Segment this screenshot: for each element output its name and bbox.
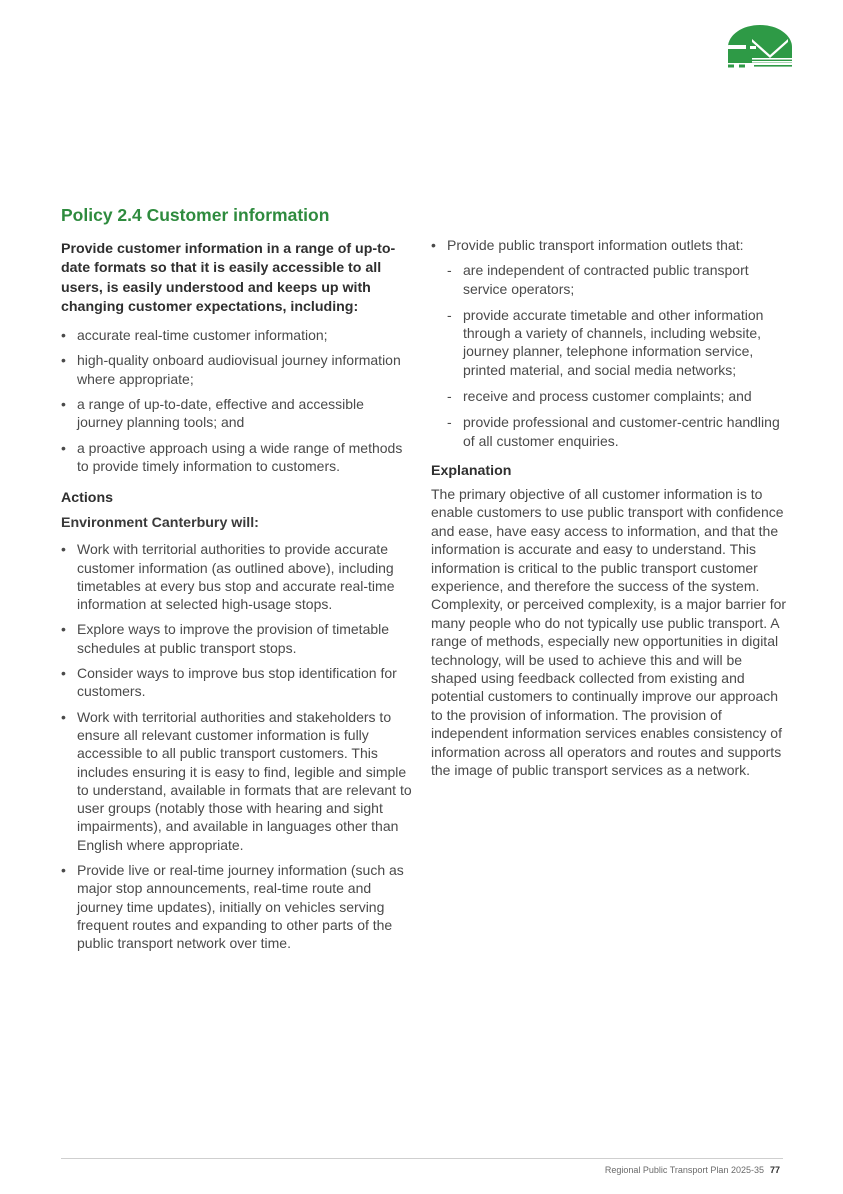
list-item: • Explore ways to improve the provision of timetable schedules at public transport stops. xyxy=(61,620,413,657)
sublist-item: - provide accurate timetable and other information through a variety of channels, including website, journey planner, telephone information service, printed material, and social media networks; xyxy=(431,306,791,379)
footer-document-title: Regional Public Transport Plan 2025-35 xyxy=(604,1165,764,1175)
list-item: • Work with territorial authorities to provide accurate customer information (as outlined above), including timetables at every bus stop and accurate real-time information at selected high-usage stops. xyxy=(61,540,413,613)
explanation-heading: Explanation xyxy=(431,462,512,479)
actions-subheading: Environment Canterbury will: xyxy=(61,515,259,532)
explanation-text: The primary objective of all customer information is to enable customers to use public transport with confidence and ease, have easy access to information, and that the information is accurate and easy to understand. This information is critical to the public transport customer experience, and therefore the success of the system. Complexity, or perceived complexity, is a major barrier for many people who do not typically use public transport. A range of methods, especially new opportunities in digital technology, will be used to achieve this and will be shaped using feedback collected from existing and potential customers to continually improve our approach to the provision of information. The provision of independent information services enables consistency of information across all operators and routes and supports the image of public transport services as a network. xyxy=(431,485,787,779)
actions-list xyxy=(61,540,413,952)
right-column xyxy=(431,236,791,779)
policy-title: Policy 2.4 Customer information xyxy=(61,205,330,225)
policy-lead: Provide customer information in a range of up-to-date formats so that it is easily accessible to all users, is easily understood and keeps up with changing customer expectations, including: xyxy=(61,241,396,315)
list-item: • Provide live or real-time journey information (such as major stop announcements, real-time route and journey time updates), initially on vehicles serving frequent routes and expanding to other parts of the public transport network over time. xyxy=(61,861,413,952)
list-item: • high-quality onboard audiovisual journey information where appropriate; xyxy=(61,351,413,388)
outlets-intro: Provide public transport information outlets that: xyxy=(447,237,744,253)
list-item: • a range of up-to-date, effective and accessible journey planning tools; and xyxy=(61,395,413,432)
sublist-item: - are independent of contracted public transport service operators; xyxy=(431,261,791,298)
outlets-sublist xyxy=(431,261,791,450)
bus-train-ferry-icon xyxy=(726,25,794,69)
list-item: • Work with territorial authorities and stakeholders to ensure all relevant customer information is fully accessible to all public transport customers. This includes ensuring it is easy to find, legible and simple to understand, available in formats that are relevant to user groups (notably those with hearing and sight impairments), and available in languages other than English where appropriate. xyxy=(61,708,413,854)
page-number: 77 xyxy=(769,1165,780,1175)
sublist-item: - provide professional and customer-centric handling of all customer enquiries. xyxy=(431,413,791,450)
policy-list xyxy=(61,326,413,475)
footer-divider xyxy=(61,1158,783,1159)
actions-heading: Actions xyxy=(61,490,114,507)
left-column xyxy=(61,203,413,960)
list-item xyxy=(431,236,791,450)
list-item: • Consider ways to improve bus stop identification for customers. xyxy=(61,664,413,701)
page-footer xyxy=(605,1164,780,1176)
list-item: • a proactive approach using a wide range of methods to provide timely information to customers. xyxy=(61,439,413,476)
list-item: • accurate real-time customer information; xyxy=(61,326,413,344)
outlets-list xyxy=(431,236,791,450)
sublist-item: - receive and process customer complaints; and xyxy=(431,387,791,405)
